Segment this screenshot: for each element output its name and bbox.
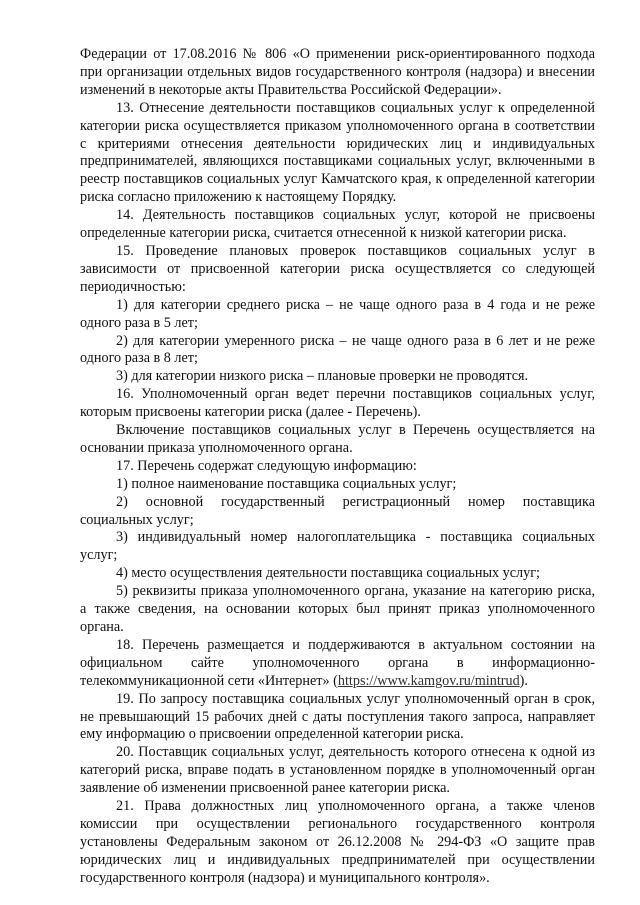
paragraph-17-item-3: 3) индивидуальный номер налогоплательщика - поставщика социальных услуг; (80, 529, 595, 564)
paragraph-19: 19. По запросу поставщика социальных услуг уполномоченный орган в срок, не превышающий 15 рабочих дней с даты поступления такого запроса, направляет ему информацию о присвоении определенной категории риска. (80, 690, 595, 743)
paragraph-17-item-1: 1) полное наименование поставщика социальных услуг; (116, 475, 457, 492)
paragraph-18-end: ). (519, 672, 528, 689)
paragraph-15-item-3: 3) для категории низкого риска – плановые проверки не проводятся. (116, 368, 529, 385)
paragraph-15-item-2: 2) для категории умеренного риска – не чаще одного раза в 6 лет и не реже одного раза в 8 лет; (80, 332, 595, 367)
paragraph-15-item-1: 1) для категории среднего риска – не чаще одного раза в 4 года и не реже одного раза в 5 лет; (80, 296, 595, 331)
document-body (80, 46, 595, 888)
paragraph-13: 13. Отнесение деятельности поставщиков социальных услуг к определенной категории риска осуществляется приказом уполномоченного органа в соответствии с критериями отнесения деятельности юридических лиц и индивидуальных предпринимателей, являющихся поставщиками социальных услуг, включенными в реестр поставщиков социальных услуг Камчатского края, к определенной категории риска согласно приложению к настоящему Порядку. (80, 99, 595, 206)
paragraph-14: 14. Деятельность поставщиков социальных услуг, которой не присвоены определенные категории риска, считается отнесенной к низкой категории риска. (80, 207, 595, 242)
paragraph-18-text: 18. Перечень размещается и поддерживаются в актуальном состоянии на официальном сайте уполномоченного органа в информационно-телекоммуникационной сети «Интернет» ( (80, 636, 595, 689)
paragraph-16-inclusion: Включение поставщиков социальных услуг в Перечень осуществляется на основании приказа уполномоченного органа. (80, 422, 595, 456)
paragraph-18 (80, 637, 595, 691)
paragraph-17: 17. Перечень содержат следующую информацию: (116, 457, 417, 474)
paragraph-17-item-4: 4) место осуществления деятельности поставщика социальных услуг; (116, 565, 540, 582)
mintrud-link[interactable]: https://www.kamgov.ru/mintrud (337, 672, 520, 689)
paragraph-17-item-5: 5) реквизиты приказа уполномоченного органа, указание на категорию риска, а также сведения, на основании которых был принят приказ уполномоченного органа. (80, 583, 595, 635)
paragraph-17-item-2: 2) основной государственный регистрационный номер поставщика социальных услуг; (80, 493, 595, 528)
paragraph-21: 21. Права должностных лиц уполномоченного органа, а также членов комиссии при осуществлении регионального государственного контроля установлены Федеральным законом от 26.12.2008 № 294-ФЗ «О защите прав юридических лиц и индивидуальных предпринимателей при осуществлении государственного контроля (надзора) и муниципального контроля». (80, 798, 595, 886)
paragraph-intro: Федерации от 17.08.2016 № 806 «О применении риск-ориентированного подхода при организации отдельных видов государственного контроля (надзора) и внесении изменений в некоторые акты Правительства Российской Федерации». (80, 46, 595, 98)
paragraph-16: 16. Уполномоченный орган ведет перечни поставщиков социальных услуг, которым присвоены категории риска (далее - Перечень). (80, 386, 595, 421)
paragraph-15: 15. Проведение плановых проверок поставщиков социальных услуг в зависимости от присвоенной категории риска осуществляется со следующей периодичностью: (80, 242, 595, 295)
paragraph-20: 20. Поставщик социальных услуг, деятельность которого отнесена к одной из категорий риска, вправе подать в установленном порядке в уполномоченный орган заявление об изменении присвоенной ранее категории риска. (80, 744, 595, 797)
